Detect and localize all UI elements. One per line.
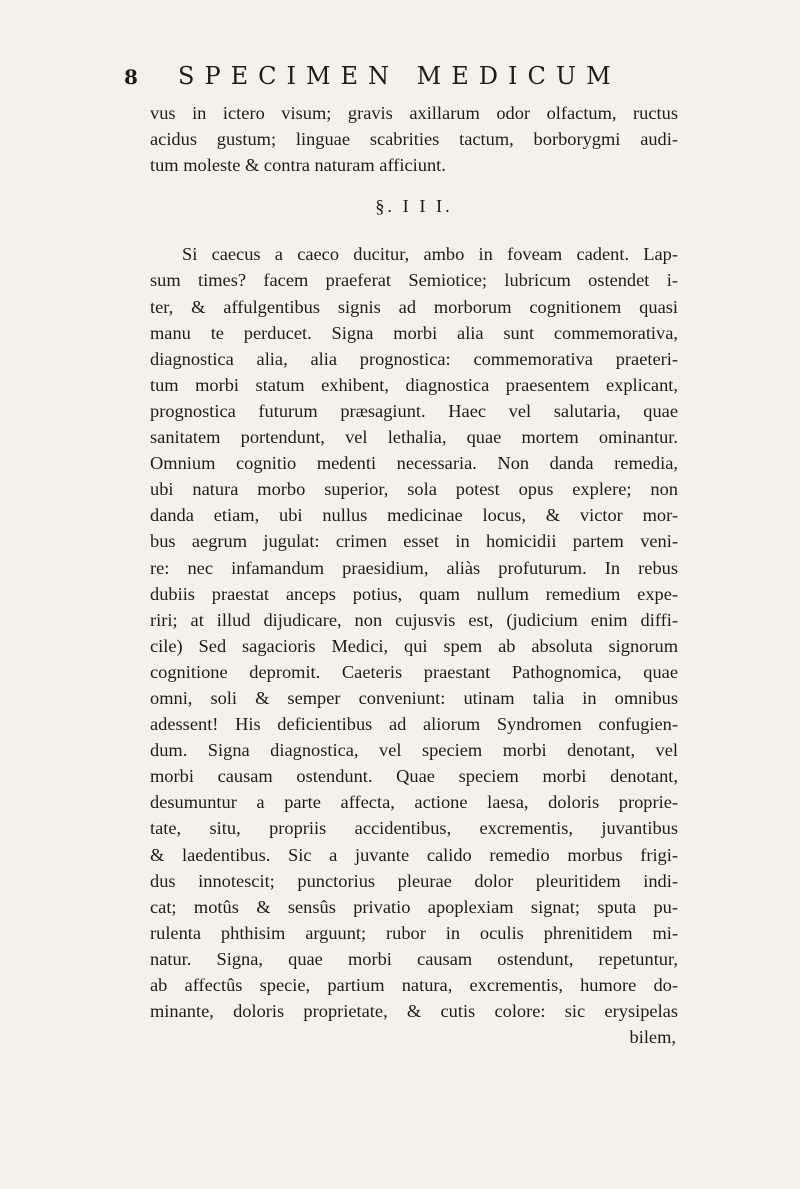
text-line: dubiis praestat anceps potius, quam nullum remedium expe- [150,583,678,604]
text-line: ter, & affulgentibus signis ad morborum cognitionem quasi [150,296,678,317]
section-heading: §. I I I. [375,196,453,217]
text-line: re: nec infamandum praesidium, aliàs profuturum. In rebus [150,557,678,578]
text-line: Omnium cognitio medenti necessaria. Non danda remedia, [150,453,678,474]
catchword: bilem, [629,1027,676,1048]
text-line: sum times? facem praeferat Semiotice; lubricum ostendet i- [150,270,678,291]
text-line: morbi causam ostendunt. Quae speciem morbi denotant, [150,766,678,787]
text-line: sanitatem portendunt, vel lethalia, quae mortem ominantur. [150,427,678,448]
text-line: bus aegrum jugulat: crimen esset in homicidii partem veni- [150,531,678,552]
text-line: desumuntur a parte affecta, actione laesa, doloris proprie- [150,792,678,813]
text-line: dus innotescit; punctorius pleurae dolor pleuritidem indi- [150,870,678,891]
text-line: natur. Signa, quae morbi causam ostendunt, repetuntur, [150,948,678,969]
page-header [124,62,684,90]
text-line: minante, doloris proprietate, & cutis colore: sic erysipelas [150,1001,678,1022]
text-line: ab affectûs specie, partium natura, excrementis, humore do- [150,975,678,995]
text-line: tum moleste & contra naturam afficiunt. [150,155,446,176]
text-line: vus in ictero visum; gravis axillarum odor olfactum, ructus [150,103,678,123]
text-line: manu te perducet. Signa morbi alia sunt commemorativa, [150,322,678,343]
running-title: SPECIMEN MEDICUM [178,62,621,90]
text-line: prognostica futurum præsagiunt. Haec vel salutaria, quae [150,400,678,421]
text-line: diagnostica alia, alia prognostica: commemorativa praeteri- [150,348,678,369]
text-line: riri; at illud dijudicare, non cujusvis est, (judicium enim diffi- [150,609,678,630]
text-line: dum. Signa diagnostica, vel speciem morbi denotant, vel [150,740,678,761]
page-number: 8 [124,65,138,89]
text-line: & laedentibus. Sic a juvante calido remedio morbus frigi- [150,844,678,865]
text-line: acidus gustum; linguae scabrities tactum, borborygmi audi- [150,129,678,150]
text-line: Si caecus a caeco ducitur, ambo in foveam cadent. Lap- [182,244,678,265]
text-line: adessent! His deficientibus ad aliorum Syndromen confugien- [150,714,678,735]
text-line: tate, situ, propriis accidentibus, excrementis, juvantibus [150,818,678,839]
text-line: cile) Sed sagacioris Medici, qui spem ab absoluta signorum [150,635,678,656]
text-line: danda etiam, ubi nullus medicinae locus, & victor mor- [150,505,678,526]
text-line: tum morbi statum exhibent, diagnostica praesentem explicant, [150,374,678,395]
text-line: rulenta phthisim arguunt; rubor in oculis phrenitidem mi- [150,922,678,943]
text-line: cat; motûs & sensûs privatio apoplexiam signat; sputa pu- [150,896,678,917]
text-line: cognitione depromit. Caeteris praestant Pathognomica, quae [150,661,678,682]
text-line: omni, soli & semper conveniunt: utinam talia in omnibus [150,687,678,708]
body-text [150,100,678,1050]
text-line: ubi natura morbo superior, sola potest opus explere; non [150,479,678,500]
